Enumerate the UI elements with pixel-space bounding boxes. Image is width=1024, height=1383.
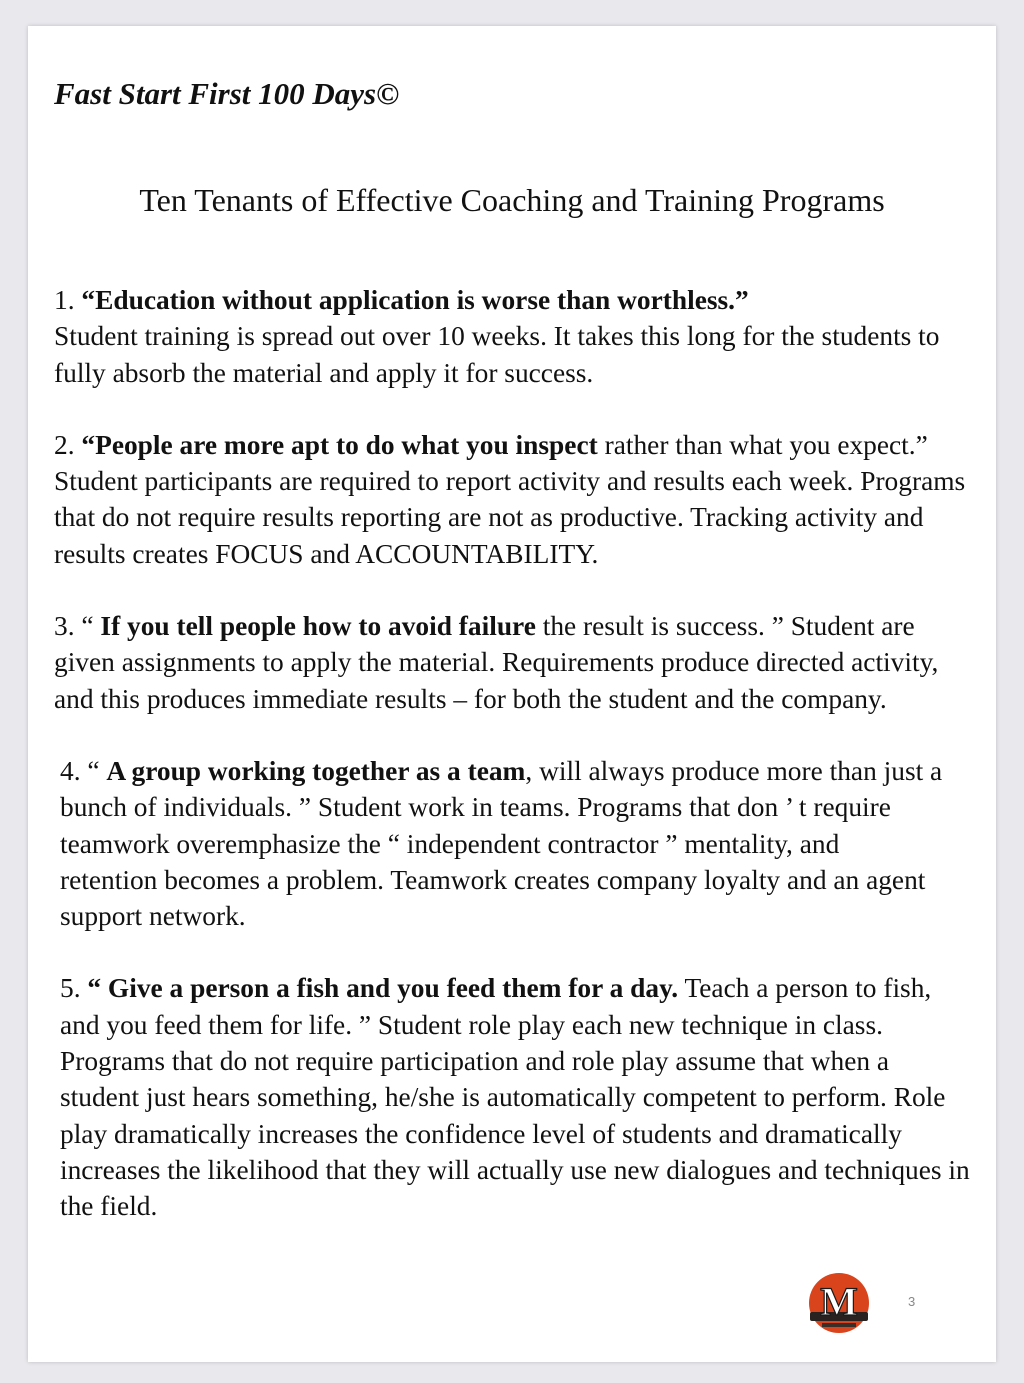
document-header: Fast Start First 100 Days© [54,76,400,111]
tenet-quote: “Education without application is worse than worthless.” [81,285,749,315]
tenet-item-2 [54,427,972,572]
tenet-body: Student participants are required to report activity and results each week. Programs that do not require results reporting are not as productive. Tracking activity and results creates FOCUS and ACCOUNTABILITY. [54,466,966,569]
tenet-body: , will always produce more than just a bunch of individuals. ” Student work in teams. Programs that don ’ t require teamwork overemphasize the “ independent contractor ” mentality, and [60,755,943,859]
tenet-number: 5. [60,973,88,1004]
tenet-quote: If you tell people how to avoid failure [100,611,536,642]
tenet-item-4 [54,753,972,934]
tenet-body: the result is success. ” Student are given assignments to apply the material. Requirements produce directed activity, and this produces immediate results – for both the student and the company. [54,611,939,714]
tenet-item-5 [54,970,972,1224]
tenet-quote: “People are more apt to do what you inspect [81,429,598,460]
tenet-item-3 [54,608,972,717]
tenet-number: 2. [54,429,82,460]
document-title: Ten Tenants of Effective Coaching and Training Programs [139,182,885,218]
page-number: 3 [908,1294,916,1309]
tenet-quote-tail: rather than what you expect.” [597,429,928,460]
tenet-quote: “ Give a person a fish and you feed them for a day. [87,973,679,1004]
company-logo-icon [802,1272,880,1338]
tenet-item-1 [54,282,972,391]
tenet-body-continued: retention becomes a problem. Teamwork creates company loyalty and an agent support network. [60,864,926,932]
tenet-quote: A group working together as a team [106,755,526,786]
tenets-list [54,282,972,1225]
tenet-number: 4. “ [60,755,107,786]
logo-letter: M [820,1279,858,1324]
tenet-body: Student training is spread out over 10 weeks. It takes this long for the students to fully absorb the material and apply it for success. [54,321,940,388]
tenet-body: Teach a person to fish, and you feed them for life. ” Student role play each new technique in class. Programs that do not require participation and role play assume that when a student just hears something, he/she is automatically competent to perform. Role play dramatically increases the confidence level of students and dramatically increases the likelihood that they will actually use new dialogues and techniques in the field. [60,973,970,1222]
tenet-number: 1. [54,285,82,315]
tenet-number: 3. “ [54,611,101,642]
